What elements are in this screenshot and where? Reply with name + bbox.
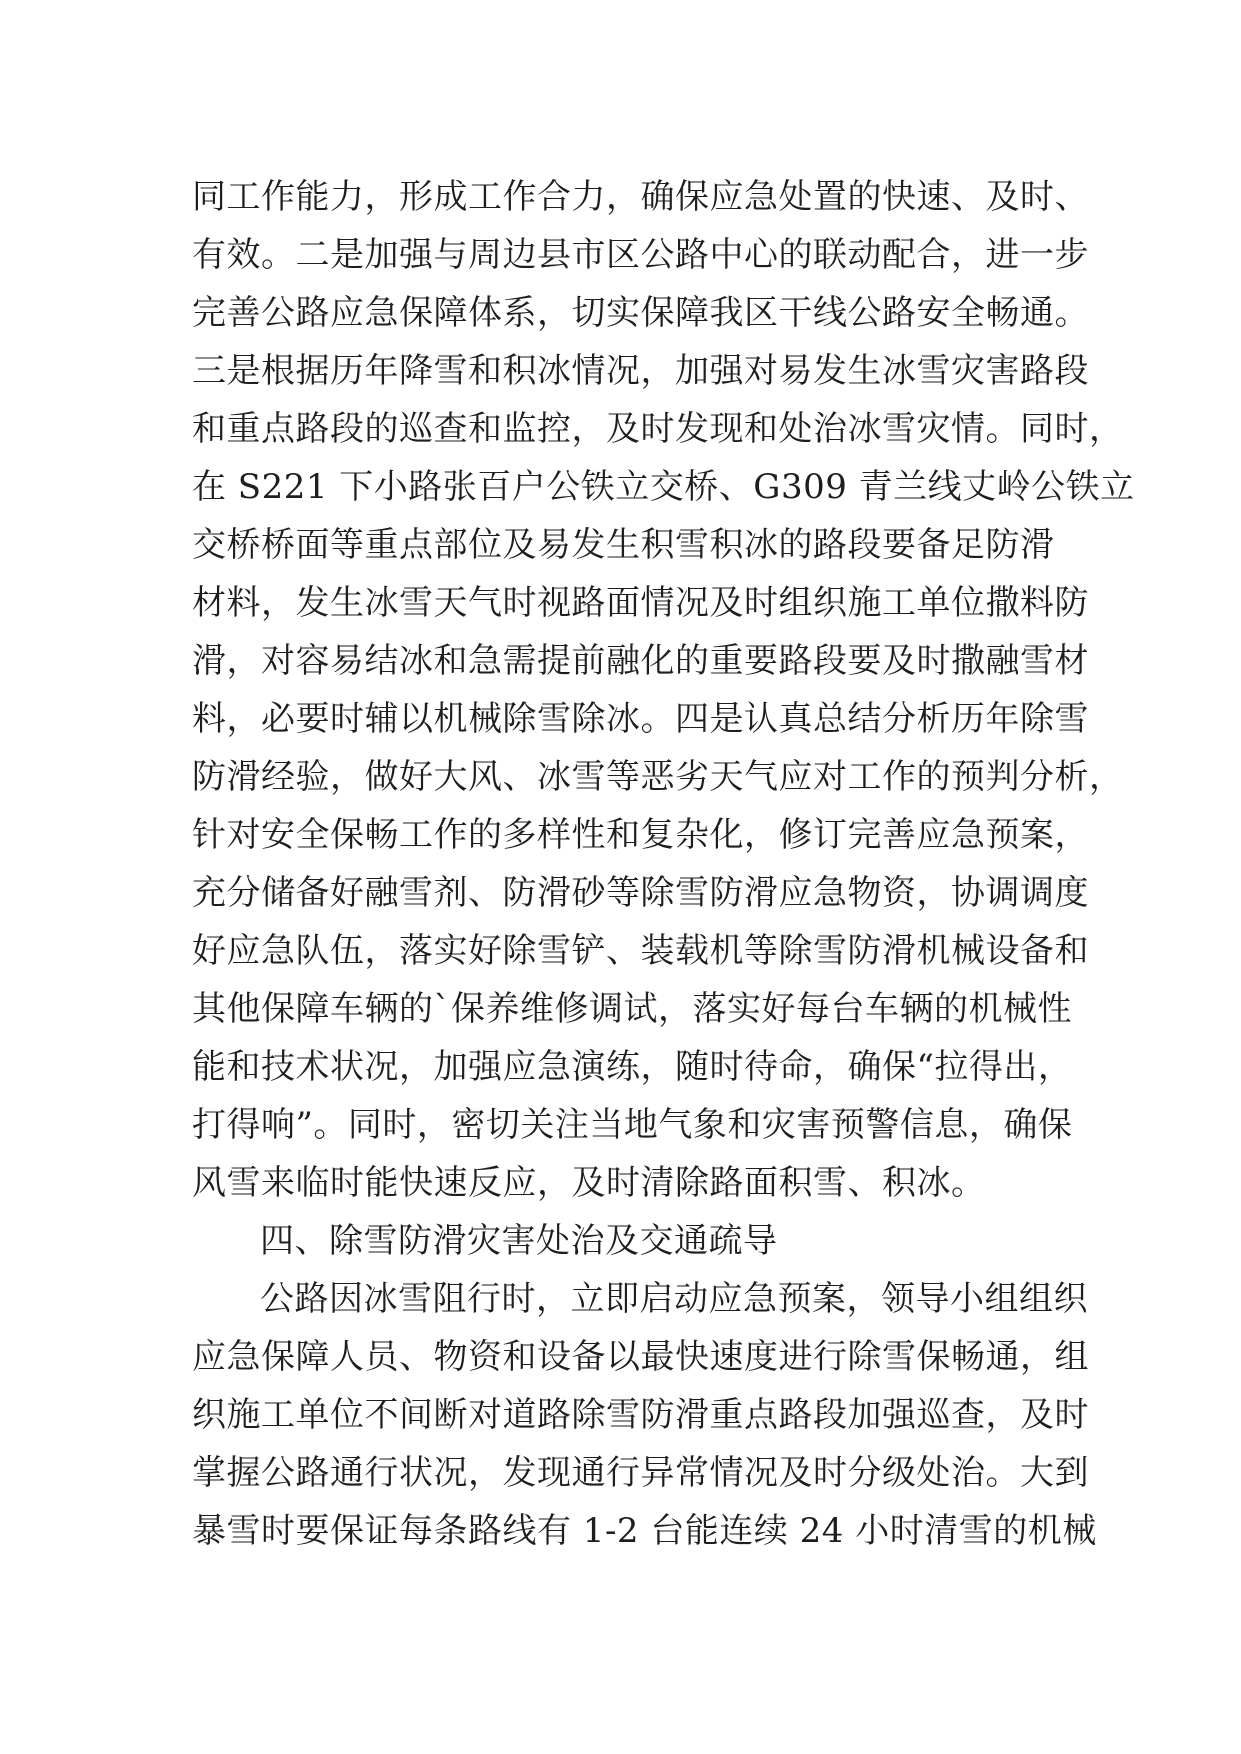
text-line: 在 S221 下小路张百户公铁立交桥、G309 青兰线丈岭公铁立 bbox=[192, 467, 1135, 507]
document-body bbox=[192, 168, 1135, 1560]
text-line: 风雪来临时能快速反应，及时清除路面积雪、积冰。 bbox=[192, 1163, 986, 1203]
text-line: 防滑经验，做好大风、冰雪等恶劣天气应对工作的预判分析， bbox=[192, 757, 1124, 797]
text-line: 三是根据历年降雪和积冰情况，加强对易发生冰雪灾害路段 bbox=[192, 351, 1089, 391]
text-line: 充分储备好融雪剂、防滑砂等除雪防滑应急物资，协调调度 bbox=[192, 873, 1089, 913]
text-line: 完善公路应急保障体系，切实保障我区干线公路安全畅通。 bbox=[192, 293, 1089, 333]
text-line: 和重点路段的巡查和监控，及时发现和处治冰雪灾情。同时， bbox=[192, 409, 1124, 449]
text-line: 公路因冰雪阻行时，立即启动应急预案，领导小组组织 bbox=[260, 1279, 1088, 1319]
text-line: 滑，对容易结冰和急需提前融化的重要路段要及时撒融雪材 bbox=[192, 641, 1089, 681]
text-line: 其他保障车辆的`保养维修调试，落实好每台车辆的机械性 bbox=[192, 989, 1072, 1029]
text-line: 打得响”。同时，密切关注当地气象和灾害预警信息，确保 bbox=[192, 1105, 1073, 1145]
text-line: 能和技术状况，加强应急演练，随时待命，确保“拉得出， bbox=[192, 1047, 1073, 1087]
text-line: 应急保障人员、物资和设备以最快速度进行除雪保畅通，组 bbox=[192, 1337, 1089, 1377]
section-heading: 四、除雪防滑灾害处治及交通疏导 bbox=[260, 1221, 778, 1261]
text-line: 针对安全保畅工作的多样性和复杂化，修订完善应急预案， bbox=[192, 815, 1089, 855]
text-line: 暴雪时要保证每条路线有 1-2 台能连续 24 小时清雪的机械 bbox=[192, 1511, 1097, 1551]
text-line: 交桥桥面等重点部位及易发生积雪积冰的路段要备足防滑 bbox=[192, 525, 1055, 565]
text-line: 好应急队伍，落实好除雪铲、装载机等除雪防滑机械设备和 bbox=[192, 931, 1089, 971]
text-line: 掌握公路通行状况，发现通行异常情况及时分级处治。大到 bbox=[192, 1453, 1089, 1493]
text-line: 织施工单位不间断对道路除雪防滑重点路段加强巡查，及时 bbox=[192, 1395, 1089, 1435]
text-line: 有效。二是加强与周边县市区公路中心的联动配合，进一步 bbox=[192, 235, 1089, 275]
text-line: 料，必要时辅以机械除雪除冰。四是认真总结分析历年除雪 bbox=[192, 699, 1089, 739]
text-line: 同工作能力，形成工作合力，确保应急处置的快速、及时、 bbox=[192, 177, 1089, 217]
text-line: 材料，发生冰雪天气时视路面情况及时组织施工单位撒料防 bbox=[192, 583, 1089, 623]
